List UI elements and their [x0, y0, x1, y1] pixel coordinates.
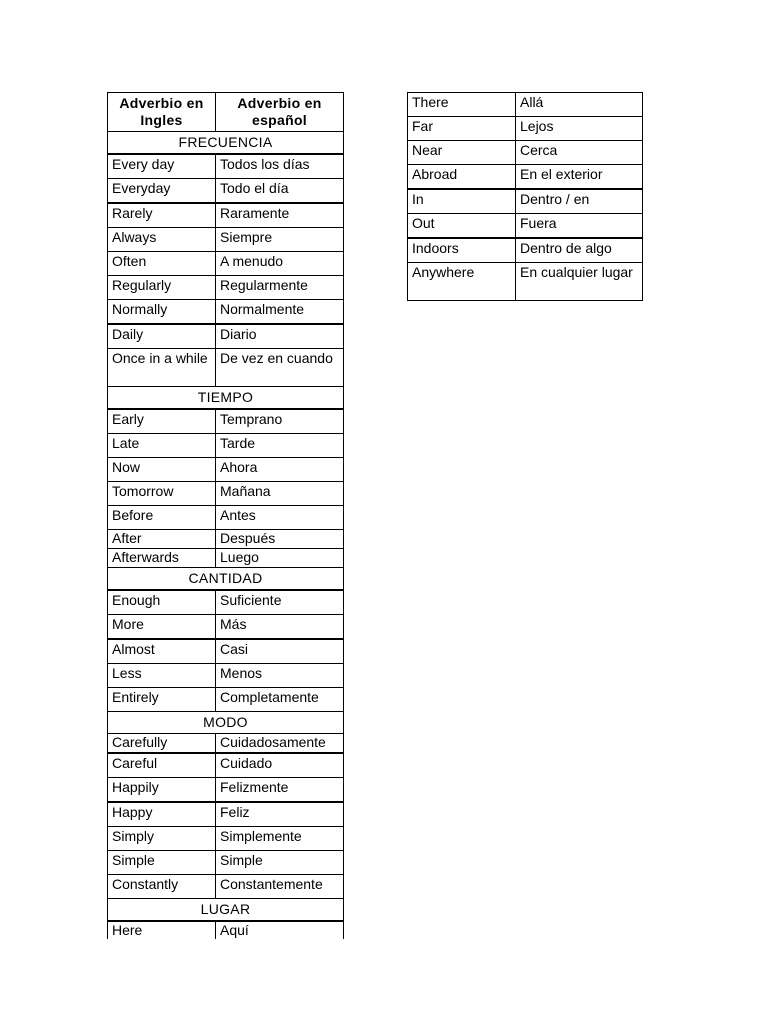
- spanish-cell: Dentro / en: [516, 189, 643, 214]
- spanish-cell: Tarde: [216, 434, 344, 458]
- spanish-cell: Ahora: [216, 458, 344, 482]
- english-cell: Daily: [108, 324, 216, 349]
- table-row: [408, 117, 643, 141]
- english-cell: Happily: [108, 778, 216, 803]
- spanish-cell: Raramente: [216, 203, 344, 228]
- table-row: [108, 349, 344, 387]
- english-cell: Now: [108, 458, 216, 482]
- english-cell: Less: [108, 664, 216, 688]
- english-cell: Late: [108, 434, 216, 458]
- table-row: [108, 300, 344, 325]
- table-row: [108, 778, 344, 803]
- english-cell: Carefully: [108, 734, 216, 754]
- spanish-cell: Cuidadosamente: [216, 734, 344, 754]
- section-row: [108, 568, 344, 591]
- spanish-cell: De vez en cuando: [216, 349, 344, 387]
- table-row: [108, 827, 344, 851]
- table-row: [408, 238, 643, 263]
- section-title: CANTIDAD: [108, 568, 344, 591]
- english-cell: After: [108, 530, 216, 549]
- spanish-cell: Antes: [216, 506, 344, 530]
- table-row: [108, 639, 344, 664]
- table-row: [108, 228, 344, 252]
- adverb-table-right: [407, 92, 643, 301]
- english-cell: Once in a while: [108, 349, 216, 387]
- english-cell: Entirely: [108, 688, 216, 712]
- table-row: [108, 154, 344, 179]
- spanish-cell: En el exterior: [516, 165, 643, 190]
- table-row: [108, 734, 344, 754]
- section-title: MODO: [108, 712, 344, 734]
- spanish-cell: Aquí: [216, 921, 344, 939]
- section-title: LUGAR: [108, 899, 344, 922]
- adverb-table-left: [107, 92, 344, 939]
- spanish-cell: En cualquier lugar: [516, 263, 643, 301]
- spanish-cell: Feliz: [216, 802, 344, 827]
- english-cell: Abroad: [408, 165, 516, 190]
- english-cell: Happy: [108, 802, 216, 827]
- english-cell: Normally: [108, 300, 216, 325]
- spanish-cell: Todos los días: [216, 154, 344, 179]
- section-title: FRECUENCIA: [108, 132, 344, 155]
- table-row: [408, 189, 643, 214]
- english-cell: Almost: [108, 639, 216, 664]
- spanish-cell: A menudo: [216, 252, 344, 276]
- table-row: [108, 324, 344, 349]
- section-row: [108, 387, 344, 410]
- english-cell: Tomorrow: [108, 482, 216, 506]
- english-cell: Early: [108, 409, 216, 434]
- table-row: [408, 165, 643, 190]
- table-row: [108, 664, 344, 688]
- spanish-cell: Diario: [216, 324, 344, 349]
- spanish-cell: Cuidado: [216, 753, 344, 778]
- spanish-cell: Regularmente: [216, 276, 344, 300]
- table-row: [108, 875, 344, 899]
- section-row: [108, 899, 344, 922]
- english-cell: There: [408, 93, 516, 117]
- english-cell: In: [408, 189, 516, 214]
- spanish-cell: Casi: [216, 639, 344, 664]
- english-cell: Out: [408, 214, 516, 239]
- english-cell: Far: [408, 117, 516, 141]
- spanish-cell: Cerca: [516, 141, 643, 165]
- table-row: [108, 851, 344, 875]
- spanish-cell: Lejos: [516, 117, 643, 141]
- spanish-cell: Felizmente: [216, 778, 344, 803]
- english-cell: Simply: [108, 827, 216, 851]
- table-row: [108, 179, 344, 204]
- english-cell: Always: [108, 228, 216, 252]
- english-cell: Simple: [108, 851, 216, 875]
- spanish-cell: Suficiente: [216, 590, 344, 615]
- table-row: [408, 93, 643, 117]
- table-row: [108, 921, 344, 939]
- table-row: [108, 590, 344, 615]
- table-row: [108, 434, 344, 458]
- table-row: [108, 482, 344, 506]
- section-row: [108, 132, 344, 155]
- table-row: [108, 530, 344, 549]
- table-row: [408, 263, 643, 301]
- header-english: Adverbio en Ingles: [108, 93, 216, 132]
- spanish-cell: Simplemente: [216, 827, 344, 851]
- english-cell: Near: [408, 141, 516, 165]
- english-cell: Constantly: [108, 875, 216, 899]
- english-cell: Indoors: [408, 238, 516, 263]
- english-cell: Regularly: [108, 276, 216, 300]
- spanish-cell: Normalmente: [216, 300, 344, 325]
- table-row: [108, 409, 344, 434]
- english-cell: Afterwards: [108, 549, 216, 568]
- spanish-cell: Fuera: [516, 214, 643, 239]
- table-row: [108, 688, 344, 712]
- english-cell: More: [108, 615, 216, 640]
- english-cell: Enough: [108, 590, 216, 615]
- table-row: [108, 802, 344, 827]
- table-row: [108, 506, 344, 530]
- table-row: [108, 549, 344, 568]
- header-spanish: Adverbio en español: [216, 93, 344, 132]
- section-title: TIEMPO: [108, 387, 344, 410]
- spanish-cell: Después: [216, 530, 344, 549]
- spanish-cell: Completamente: [216, 688, 344, 712]
- english-cell: Here: [108, 921, 216, 939]
- table-row: [108, 458, 344, 482]
- spanish-cell: Temprano: [216, 409, 344, 434]
- english-cell: Careful: [108, 753, 216, 778]
- english-cell: Every day: [108, 154, 216, 179]
- spanish-cell: Menos: [216, 664, 344, 688]
- english-cell: Rarely: [108, 203, 216, 228]
- table-row: [108, 753, 344, 778]
- spanish-cell: Luego: [216, 549, 344, 568]
- spanish-cell: Mañana: [216, 482, 344, 506]
- table-row: [108, 615, 344, 640]
- spanish-cell: Dentro de algo: [516, 238, 643, 263]
- table-row: [108, 203, 344, 228]
- table-row: [108, 276, 344, 300]
- spanish-cell: Allá: [516, 93, 643, 117]
- english-cell: Often: [108, 252, 216, 276]
- english-cell: Before: [108, 506, 216, 530]
- spanish-cell: Simple: [216, 851, 344, 875]
- spanish-cell: Siempre: [216, 228, 344, 252]
- english-cell: Everyday: [108, 179, 216, 204]
- table-row: [408, 214, 643, 239]
- spanish-cell: Todo el día: [216, 179, 344, 204]
- section-row: [108, 712, 344, 734]
- spanish-cell: Más: [216, 615, 344, 640]
- spanish-cell: Constantemente: [216, 875, 344, 899]
- table-row: [108, 252, 344, 276]
- english-cell: Anywhere: [408, 263, 516, 301]
- table-row: [408, 141, 643, 165]
